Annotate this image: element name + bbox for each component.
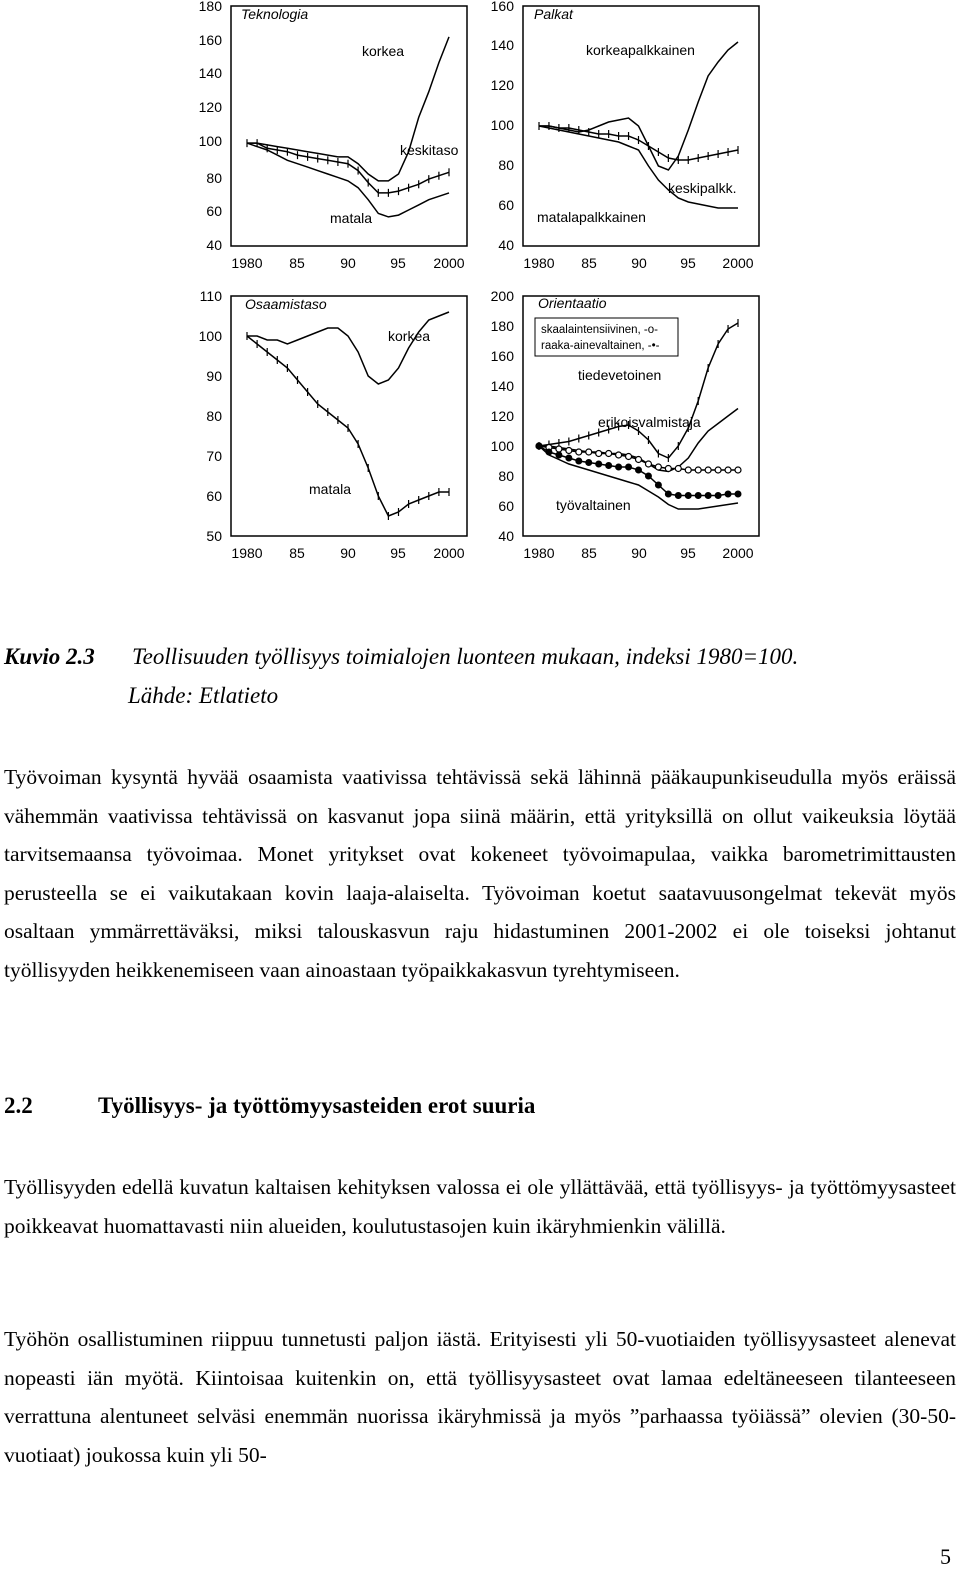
- y-tick-label: 60: [206, 488, 222, 504]
- data-point-raaka-ainevaltainen: [595, 461, 602, 468]
- data-point-skaalaintensiivinen: [556, 446, 562, 452]
- panel-orientaatio: [491, 288, 759, 561]
- data-point-raaka-ainevaltainen: [705, 492, 712, 499]
- x-tick-label: 1980: [231, 545, 263, 561]
- y-tick-label: 140: [198, 65, 222, 81]
- x-tick-label: 95: [390, 545, 406, 561]
- series-label: keskipalkk.: [668, 180, 737, 196]
- y-tick-label: 100: [490, 117, 514, 133]
- data-point-skaalaintensiivinen: [715, 467, 721, 473]
- figure-caption: [4, 644, 798, 670]
- panel-osaamistaso: [199, 288, 467, 561]
- series-label: matalapalkkainen: [537, 209, 646, 225]
- y-tick-label: 80: [498, 157, 514, 173]
- panel-frame: [231, 296, 467, 536]
- data-point-skaalaintensiivinen: [705, 467, 711, 473]
- data-point-raaka-ainevaltainen: [635, 467, 642, 474]
- y-tick-label: 50: [206, 528, 222, 544]
- x-tick-label: 2000: [433, 255, 465, 271]
- x-tick-label: 2000: [722, 255, 754, 271]
- y-tick-label: 110: [199, 288, 222, 304]
- y-tick-label: 70: [206, 448, 222, 464]
- y-tick-label: 60: [498, 197, 514, 213]
- y-tick-label: 180: [490, 318, 514, 334]
- x-tick-label: 1980: [231, 255, 263, 271]
- data-point-raaka-ainevaltainen: [615, 464, 622, 471]
- data-point-raaka-ainevaltainen: [665, 491, 672, 498]
- section-heading: [4, 1093, 535, 1119]
- y-tick-label: 120: [490, 408, 514, 424]
- x-tick-label: 90: [340, 255, 356, 271]
- data-point-raaka-ainevaltainen: [585, 459, 592, 466]
- data-point-raaka-ainevaltainen: [655, 482, 662, 489]
- page-number: 5: [940, 1544, 951, 1569]
- data-point-skaalaintensiivinen: [566, 448, 572, 454]
- data-point-raaka-ainevaltainen: [725, 491, 732, 498]
- data-point-skaalaintensiivinen: [685, 467, 691, 473]
- y-tick-label: 160: [490, 0, 514, 14]
- legend-entry: raaka-ainevaltainen, -•-: [541, 340, 660, 352]
- data-point-raaka-ainevaltainen: [645, 473, 652, 480]
- series-line-korkea: [247, 37, 449, 181]
- y-tick-label: 120: [198, 99, 222, 115]
- data-point-skaalaintensiivinen: [626, 454, 632, 460]
- x-tick-label: 2000: [433, 545, 465, 561]
- x-tick-label: 95: [680, 255, 696, 271]
- series-label: matala: [309, 481, 352, 497]
- data-point-skaalaintensiivinen: [655, 464, 661, 470]
- paragraph: Työllisyyden edellä kuvatun kaltaisen kehityksen valossa ei ole yllättävää, että työllisyys- ja työttömyysasteet poikkeavat huomattavasti niin alueiden, koulutustasojen kuin ikäryhmienkin välillä.: [4, 1175, 956, 1238]
- series-label: työvaltainen: [556, 497, 631, 513]
- x-tick-label: 90: [631, 255, 647, 271]
- x-tick-label: 1980: [523, 545, 555, 561]
- x-tick-label: 95: [680, 545, 696, 561]
- x-tick-label: 2000: [722, 545, 754, 561]
- x-tick-label: 90: [340, 545, 356, 561]
- panel-palkat: [491, 0, 759, 271]
- paragraph: Työhön osallistuminen riippuu tunnetusti paljon iästä. Erityisesti yli 50-vuotiaiden työllisyysasteet alenevat nopeasti iän myötä. Kiintoisaa kuitenkin on, että työllisyysasteet ovat lamaa edeltäneeseen tilanteeseen verrattuna alentuneet selväsi enemmän nuorissa ikäryhmissä ja myös ”parhaassa työiässä” olevien (30-50-vuotiaat) joukossa kuin yli 50-: [4, 1327, 956, 1467]
- data-point-skaalaintensiivinen: [616, 452, 622, 458]
- y-tick-label: 80: [206, 170, 222, 186]
- data-point-skaalaintensiivinen: [636, 457, 642, 463]
- y-tick-label: 160: [490, 348, 514, 364]
- series-label: tiedevetoinen: [578, 367, 662, 383]
- y-tick-label: 160: [198, 32, 222, 48]
- data-point-skaalaintensiivinen: [735, 467, 741, 473]
- legend-entry: skaalaintensiivinen, -o-: [541, 324, 658, 336]
- y-tick-label: 60: [206, 203, 222, 219]
- caption-text: Teollisuuden työllisyys toimialojen luonteen mukaan, indeksi 1980=100.: [132, 644, 799, 669]
- y-tick-label: 60: [498, 498, 514, 514]
- data-point-raaka-ainevaltainen: [685, 492, 692, 499]
- x-tick-label: 85: [289, 545, 305, 561]
- panel-title: Teknologia: [241, 6, 309, 22]
- paragraph: Työvoiman kysyntä hyvää osaamista vaativissa tehtävissä sekä lähinnä pääkaupunkiseudulla myös eräissä vähemmän vaativissa tehtävissä on kasvanut jopa siinä määrin, että yrityksillä on ollut vaikeuksia löytää tarvitsemaansa työvoimaa. Monet yritykset ovat kokeneet työvoimapulaa, vaikka barometrimittausten perusteella se ei vaikutakaan kovin laaja-alaiselta. Työvoiman koetut saatavuusongelmat tekevät myös osaltaan ymmärrettäväksi, miksi talouskasvun raju hidastuminen 2001-2002 ei ole toiseksi johtanut työllisyyden heikkenemiseen vaan ainoastaan työpaikkakasvun tyrehtymiseen.: [4, 765, 956, 982]
- section-number: 2.2: [4, 1093, 33, 1118]
- x-tick-label: 1980: [523, 255, 555, 271]
- panel-title: Orientaatio: [538, 295, 607, 311]
- y-tick-label: 120: [490, 77, 514, 93]
- y-tick-label: 140: [490, 378, 514, 394]
- y-tick-label: 40: [206, 237, 222, 253]
- y-tick-label: 100: [490, 438, 514, 454]
- data-point-skaalaintensiivinen: [675, 466, 681, 472]
- series-label: korkeapalkkainen: [586, 42, 695, 58]
- caption-number: Kuvio 2.3: [4, 644, 95, 669]
- y-tick-label: 80: [498, 468, 514, 484]
- figure-source: Lähde: Etlatieto: [128, 683, 279, 708]
- x-tick-label: 85: [581, 255, 597, 271]
- y-tick-label: 140: [490, 37, 514, 53]
- data-point-skaalaintensiivinen: [586, 449, 592, 455]
- data-point-skaalaintensiivinen: [576, 449, 582, 455]
- y-tick-label: 40: [498, 528, 514, 544]
- data-point-skaalaintensiivinen: [606, 451, 612, 457]
- panel-title: Palkat: [534, 6, 573, 22]
- panel-teknologia: [199, 0, 467, 271]
- series-label: keskitaso: [400, 142, 459, 158]
- data-point-raaka-ainevaltainen: [555, 452, 562, 459]
- y-tick-label: 180: [198, 0, 222, 14]
- x-tick-label: 85: [581, 545, 597, 561]
- x-tick-label: 95: [390, 255, 406, 271]
- section-title: Työllisyys- ja työttömyysasteiden erot suuria: [98, 1093, 536, 1118]
- data-point-skaalaintensiivinen: [665, 466, 671, 472]
- x-tick-label: 85: [289, 255, 305, 271]
- series-label: matala: [330, 210, 373, 226]
- data-point-raaka-ainevaltainen: [575, 458, 582, 465]
- data-point-raaka-ainevaltainen: [625, 464, 632, 471]
- panel-title: Osaamistaso: [245, 296, 327, 312]
- data-point-raaka-ainevaltainen: [675, 492, 682, 499]
- data-point-raaka-ainevaltainen: [695, 492, 702, 499]
- data-point-raaka-ainevaltainen: [715, 492, 722, 499]
- y-tick-label: 80: [206, 408, 222, 424]
- data-point-skaalaintensiivinen: [695, 467, 701, 473]
- series-label: korkea: [362, 43, 405, 59]
- series-line-korkea: [247, 312, 449, 384]
- data-point-skaalaintensiivinen: [725, 467, 731, 473]
- y-tick-label: 100: [198, 133, 222, 149]
- x-tick-label: 90: [631, 545, 647, 561]
- y-tick-label: 100: [198, 328, 222, 344]
- y-tick-label: 90: [206, 368, 222, 384]
- figure-chart-panels: [0, 0, 960, 590]
- data-point-raaka-ainevaltainen: [605, 462, 612, 469]
- series-label: erikoisvalmistaja: [598, 414, 701, 430]
- plot-area: [247, 37, 449, 217]
- y-tick-label: 200: [490, 288, 514, 304]
- data-point-raaka-ainevaltainen: [735, 491, 742, 498]
- y-tick-label: 40: [498, 237, 514, 253]
- series-label: korkea: [388, 328, 431, 344]
- data-point-raaka-ainevaltainen: [565, 455, 572, 462]
- data-point-skaalaintensiivinen: [645, 461, 651, 467]
- data-point-skaalaintensiivinen: [596, 451, 602, 457]
